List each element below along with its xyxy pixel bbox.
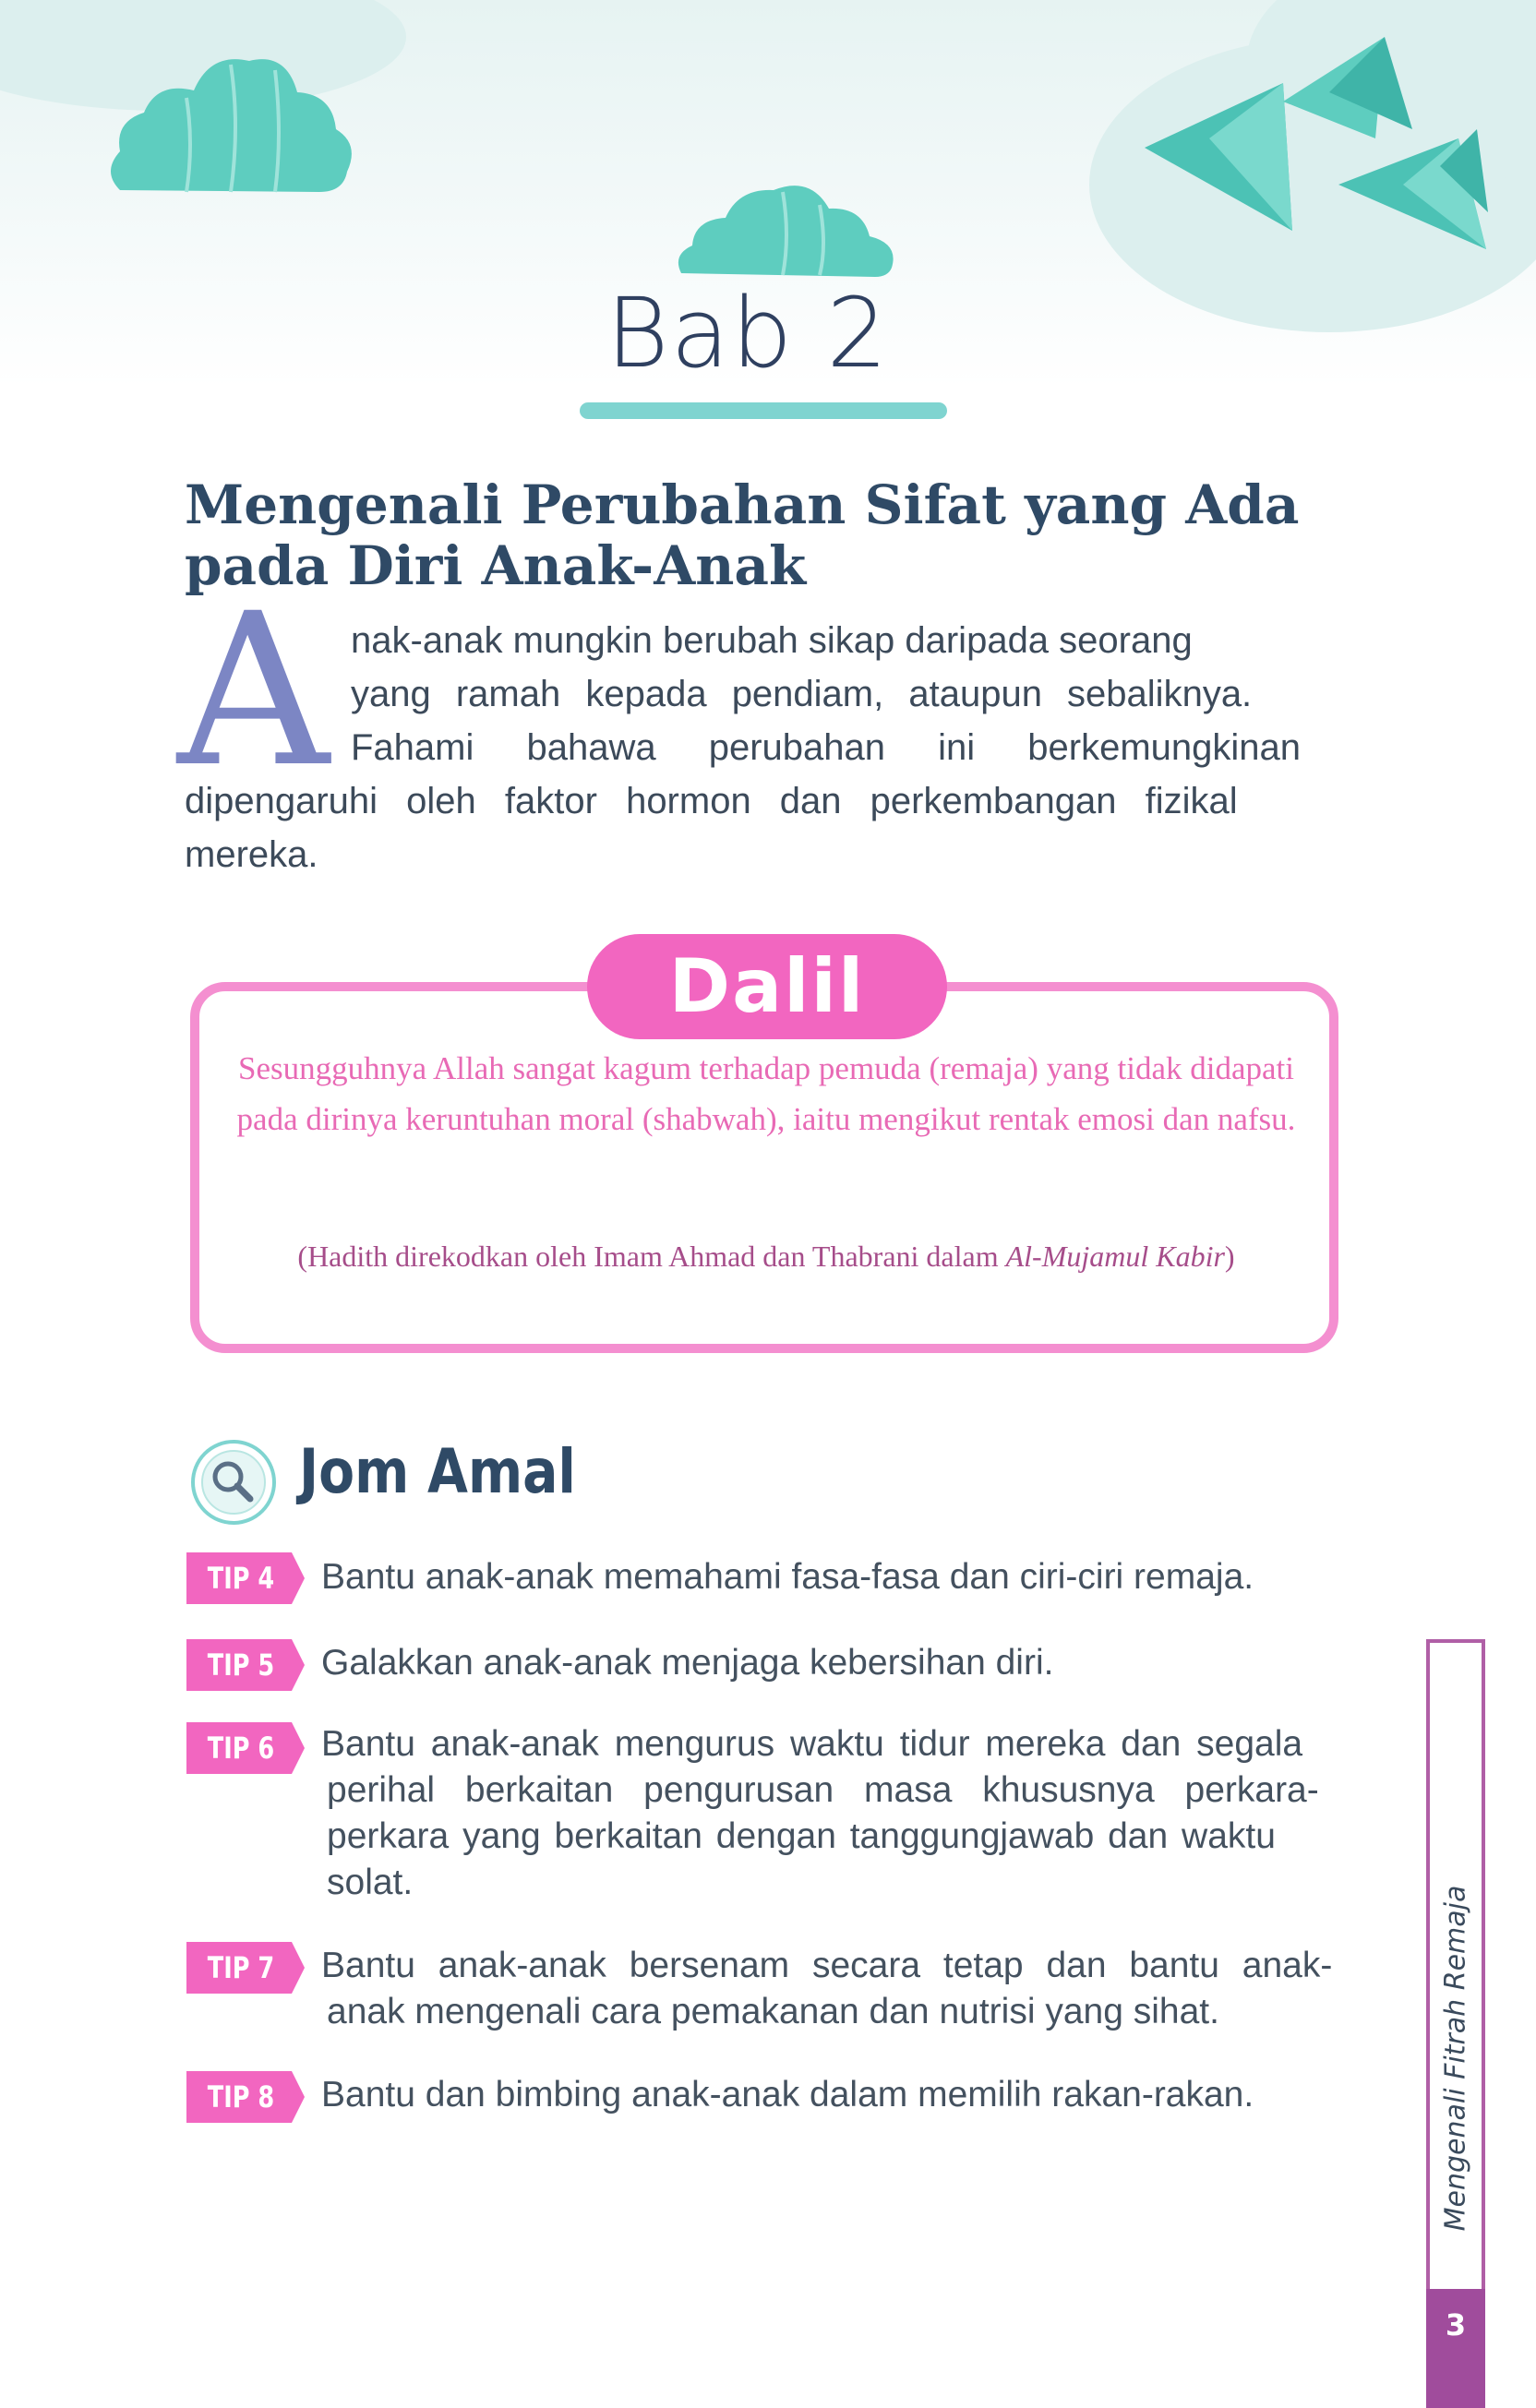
chapter-heading-line-1: Mengenali Perubahan Sifat yang Ada <box>185 473 1300 536</box>
tip-line <box>327 1992 1219 2032</box>
magnifier-icon <box>189 1438 278 1527</box>
tip-text: perihal berkaitan pengurusan masa khususnya perkara- <box>327 1770 1319 1810</box>
tip-text: anak mengenali cara pemakanan dan nutrisi yang sihat. <box>327 1992 1219 2031</box>
intro-line <box>185 781 1348 822</box>
tip-badge <box>186 1552 305 1604</box>
cloud-decoration-center <box>672 172 903 282</box>
cloud-decoration-left <box>102 33 360 209</box>
dalil-label: Dalil <box>587 934 947 1039</box>
intro-line-text: dipengaruhi oleh faktor hormon dan perkembangan fizikal <box>185 781 1238 821</box>
dalil-source-prefix: (Hadith direkodkan oleh Imam Ahmad dan Thabrani dalam <box>297 1240 1006 1273</box>
tip-line <box>321 2075 1254 2115</box>
chapter-underline <box>580 402 947 419</box>
intro-line-text: mereka. <box>185 834 318 875</box>
origami-birds-decoration <box>1145 28 1514 277</box>
tip-label: TIP 7 <box>207 1950 275 1985</box>
intro-line-text: nak-anak mungkin berubah sikap daripada seorang <box>351 620 1193 661</box>
chapter-heading <box>185 474 1385 596</box>
tip-line <box>327 1770 1348 1811</box>
page-number: 3 <box>1426 2289 1485 2408</box>
tip-badge <box>186 1639 305 1691</box>
drop-cap: A <box>177 568 330 813</box>
tip-text: Bantu anak-anak mengurus waktu tidur mereka dan segala <box>321 1724 1303 1764</box>
intro-line <box>351 727 1348 769</box>
intro-line-text: yang ramah kepada pendiam, ataupun sebaliknya. <box>351 674 1253 714</box>
tip-line <box>321 1946 1348 1986</box>
chapter-heading-line-2: pada Diri Anak-Anak <box>185 534 807 597</box>
tip-label: TIP 4 <box>207 1561 275 1596</box>
dalil-source-suffix: ) <box>1224 1240 1235 1273</box>
jom-amal-title: Jom Amal <box>299 1436 576 1507</box>
intro-line-text: Fahami bahawa perubahan ini berkemungkinan <box>351 727 1301 768</box>
intro-line <box>351 674 1348 715</box>
intro-line <box>351 620 1348 662</box>
dalil-source <box>240 1232 1292 1280</box>
tip-text: perkara yang berkaitan dengan tanggungjawab dan waktu <box>327 1816 1276 1856</box>
tip-text: Bantu anak-anak bersenam secara tetap dan bantu anak- <box>321 1946 1333 1985</box>
tip-text: Bantu anak-anak memahami fasa-fasa dan ciri-ciri remaja. <box>321 1557 1254 1597</box>
intro-line <box>185 834 318 876</box>
side-tab-label <box>1426 1846 1485 2270</box>
tip-line <box>321 1643 1053 1683</box>
tip-label: TIP 6 <box>207 1731 275 1766</box>
tip-label: TIP 5 <box>207 1647 275 1683</box>
tip-badge <box>186 2071 305 2123</box>
dalil-quote: Sesungguhnya Allah sangat kagum terhadap pemuda (remaja) yang tidak didapati pada dirinya keruntuhan moral (shabwah), iaitu mengikut rentak emosi dan nafsu. <box>236 1050 1296 1137</box>
tip-label: TIP 8 <box>207 2079 275 2114</box>
tip-text: Bantu dan bimbing anak-anak dalam memilih rakan-rakan. <box>321 2075 1254 2114</box>
side-tab-text: Mengenali Fitrah Remaja <box>1439 1885 1472 2232</box>
dalil-source-book: Al-Mujamul Kabir <box>1005 1240 1225 1273</box>
tip-text: solat. <box>327 1863 414 1902</box>
tip-badge <box>186 1722 305 1774</box>
tip-line <box>327 1863 413 1903</box>
tip-line <box>321 1557 1254 1598</box>
tip-line <box>321 1724 1348 1765</box>
chapter-label: Bab 2 <box>606 277 890 389</box>
tip-text: Galakkan anak-anak menjaga kebersihan diri. <box>321 1643 1054 1683</box>
tip-line <box>327 1816 1348 1857</box>
tip-badge <box>186 1942 305 1994</box>
